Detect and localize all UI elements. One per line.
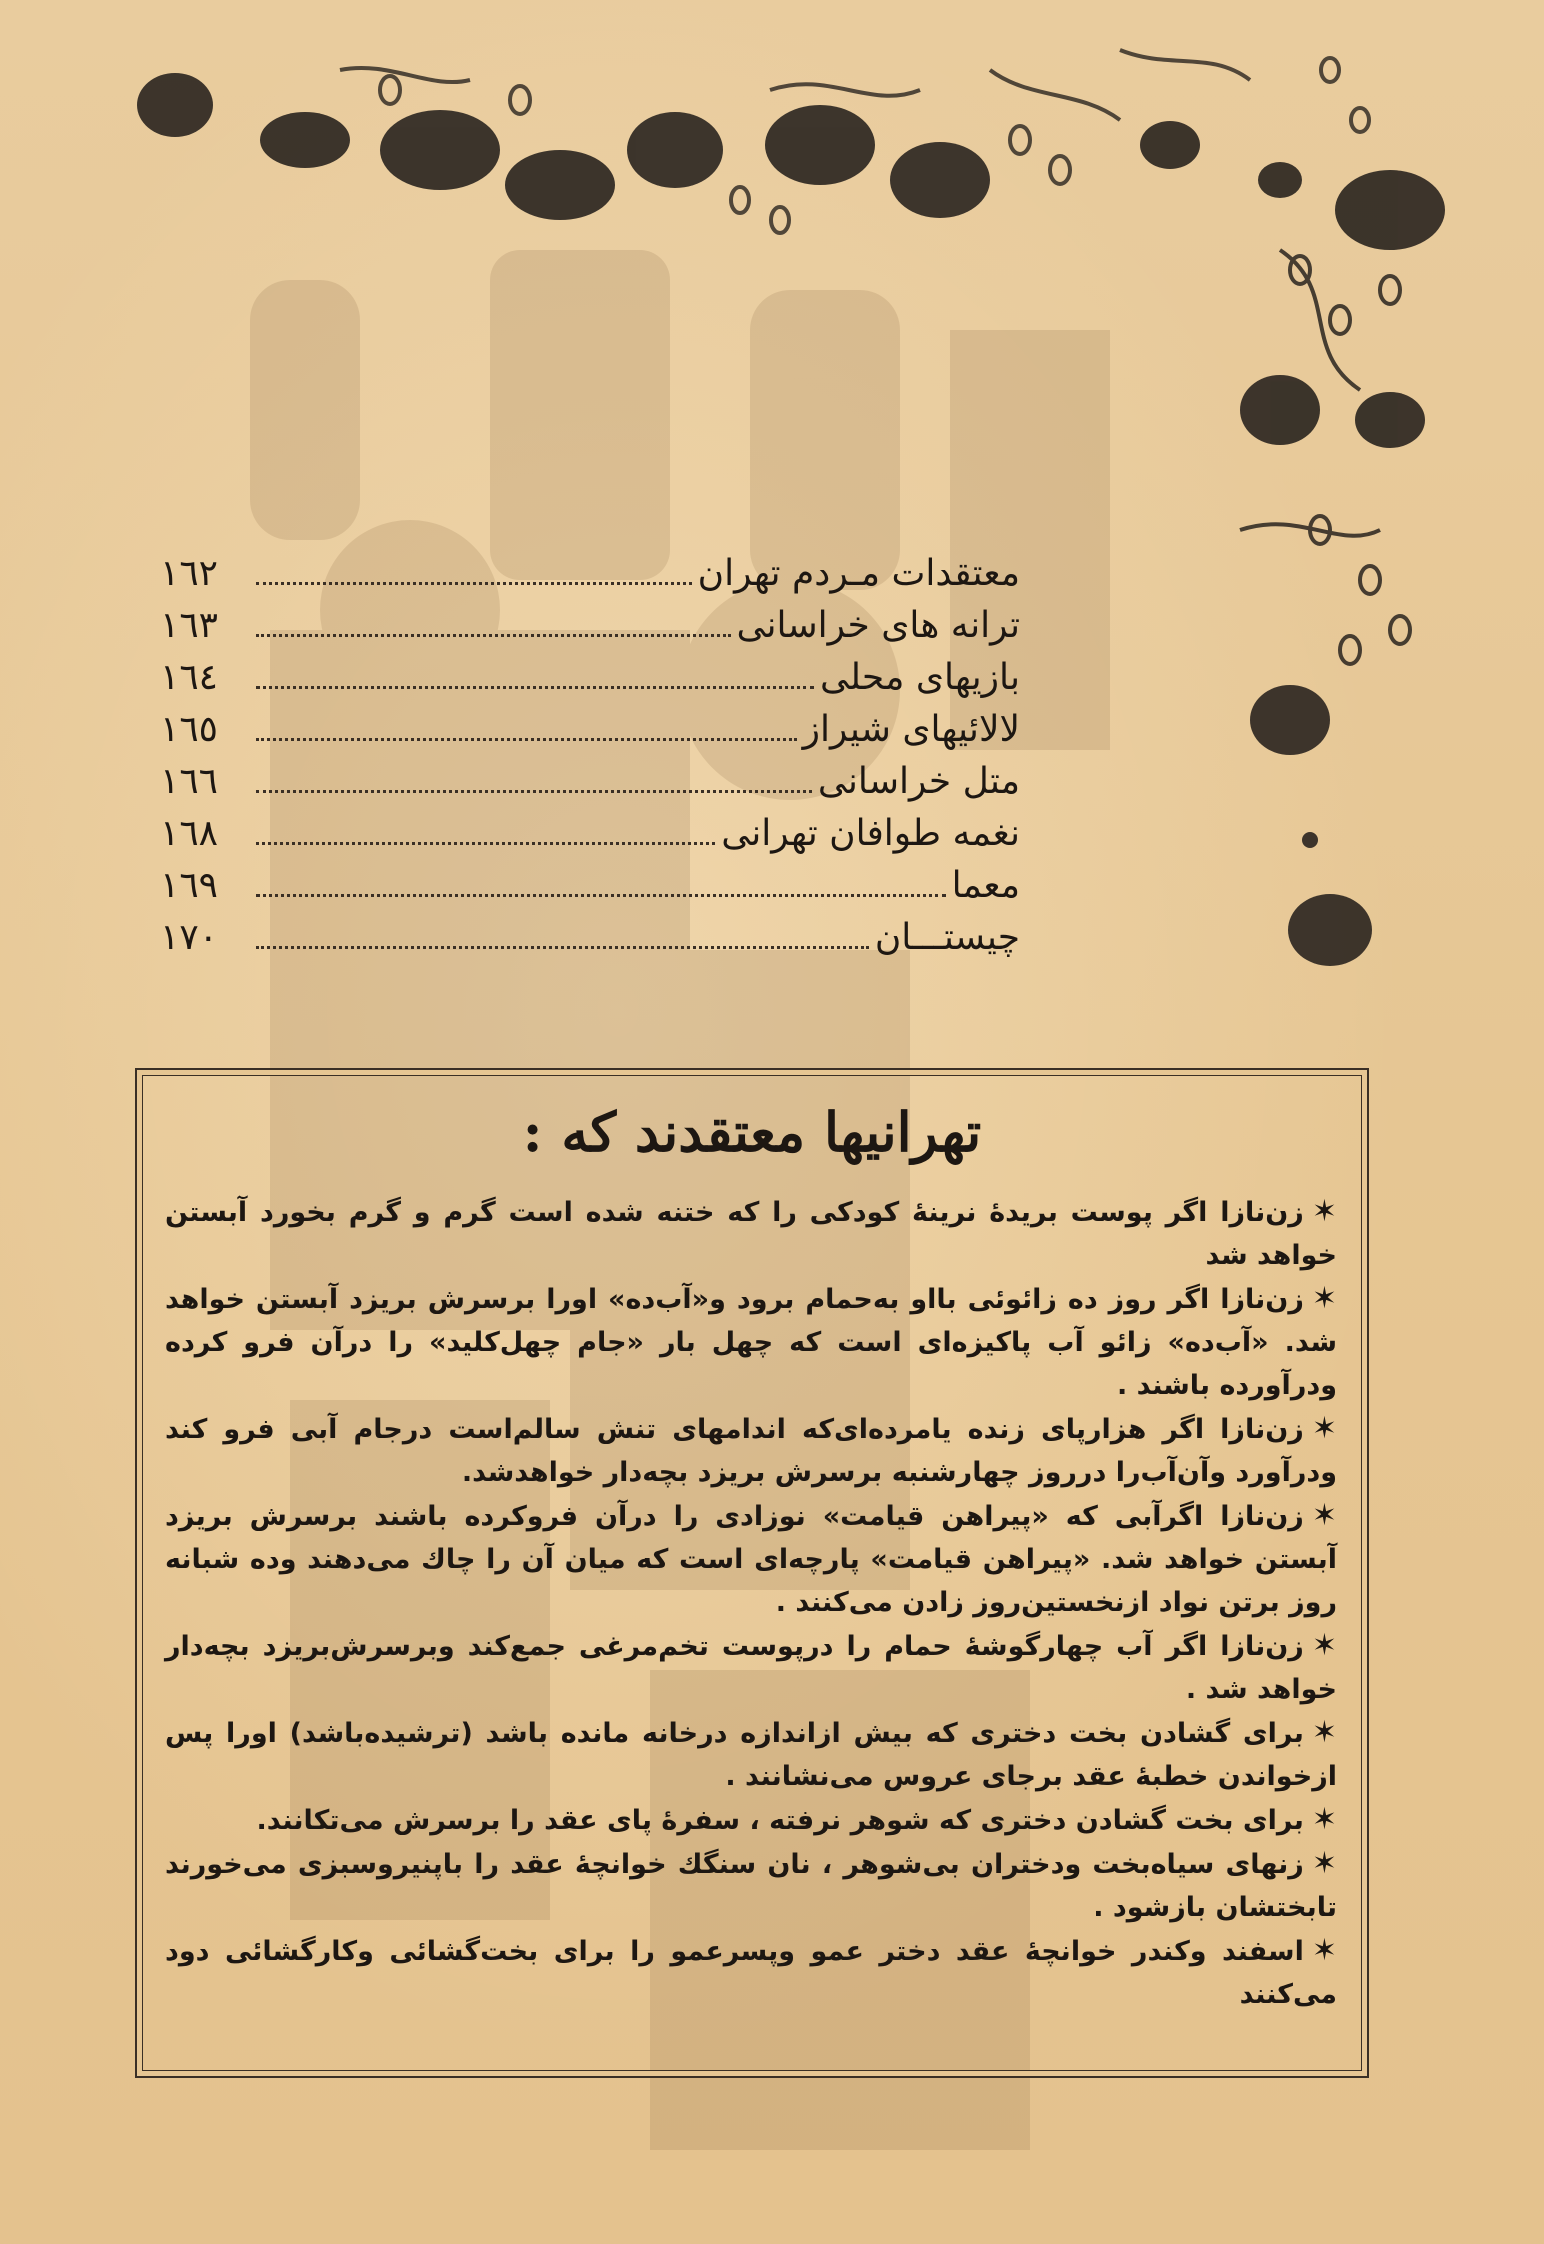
toc-leader-dots bbox=[256, 656, 814, 689]
list-item bbox=[165, 1711, 1337, 1798]
item-text: زن‌نازا اگرآبی که «پیراهن قیامت» نوزادی را درآن فروکرده باشند برسرش بریزد آبستن خواهد شد. «پیراهن قیامت» پارچه‌ای است که میان آن را چاك می‌دهند وده شبانه روز برتن نواد ازنخستین‌روز زادن می‌کنند . bbox=[165, 1501, 1337, 1618]
beliefs-box bbox=[135, 1068, 1369, 2078]
toc-page-number: ١٦٦ bbox=[160, 761, 219, 802]
toc-row[interactable] bbox=[160, 548, 1020, 600]
toc-row[interactable] bbox=[160, 808, 1020, 860]
item-text: زن‌نازا اگر پوست بریدهٔ نرینهٔ کودکی را که ختنه شده است گرم و گرم بخورد آبستن خواهد شد bbox=[165, 1197, 1337, 1271]
item-text: برای گشادن بخت دختری که بیش ازاندازه درخانه مانده باشد (ترشیده‌باشد) اورا پس ازخواندن خطبهٔ عقد برجای عروس می‌نشانند . bbox=[165, 1718, 1337, 1792]
star-bullet-icon: ✶ bbox=[1311, 1933, 1337, 1968]
toc-leader-dots bbox=[256, 552, 692, 585]
toc-row[interactable] bbox=[160, 600, 1020, 652]
toc-page-number: ١٦٢ bbox=[160, 553, 219, 594]
toc-title: معما bbox=[951, 865, 1020, 906]
toc-leader-dots bbox=[256, 760, 812, 793]
toc-row[interactable] bbox=[160, 756, 1020, 808]
toc-title: متل خراسانی bbox=[817, 761, 1020, 802]
star-bullet-icon: ✶ bbox=[1311, 1715, 1337, 1750]
list-item bbox=[165, 1494, 1337, 1624]
item-text: اسفند وکندر خوانچهٔ عقد دختر عمو وپسرعمو را برای بخت‌گشائی وکارگشائی دود می‌کنند bbox=[165, 1936, 1337, 2010]
decorative-title-art bbox=[130, 30, 1480, 260]
decorative-side-vine bbox=[1220, 230, 1460, 1010]
box-title: تهرانیها معتقدند که : bbox=[522, 1100, 982, 1164]
item-text: برای بخت گشادن دختری که شوهر نرفته ، سفرهٔ پای عقد را برسرش می‌تکانند. bbox=[256, 1805, 1304, 1836]
toc-title: ترانه های خراسانی bbox=[736, 605, 1020, 646]
toc-leader-dots bbox=[256, 812, 715, 845]
toc-leader-dots bbox=[256, 864, 946, 897]
list-item bbox=[165, 1407, 1337, 1494]
toc-leader-dots bbox=[256, 916, 869, 949]
toc-page-number: ١٧٠ bbox=[160, 917, 219, 958]
toc-page-number: ١٦٥ bbox=[160, 709, 219, 750]
list-item bbox=[165, 1277, 1337, 1407]
toc-title: نغمه طوافان تهرانی bbox=[721, 813, 1020, 854]
toc-row[interactable] bbox=[160, 912, 1020, 964]
toc-leader-dots bbox=[256, 708, 797, 741]
list-item bbox=[165, 1624, 1337, 1711]
star-bullet-icon: ✶ bbox=[1311, 1802, 1337, 1837]
list-item bbox=[165, 1798, 1337, 1842]
toc-row[interactable] bbox=[160, 704, 1020, 756]
star-bullet-icon: ✶ bbox=[1311, 1628, 1337, 1663]
toc-title: معتقدات مـردم تهران bbox=[697, 553, 1020, 594]
list-item bbox=[165, 1929, 1337, 2016]
star-bullet-icon: ✶ bbox=[1311, 1498, 1337, 1533]
star-bullet-icon: ✶ bbox=[1311, 1846, 1337, 1881]
toc-page-number: ١٦٣ bbox=[160, 605, 219, 646]
star-bullet-icon: ✶ bbox=[1311, 1281, 1337, 1316]
table-of-contents bbox=[160, 548, 1020, 964]
item-text: زن‌نازا اگر هزارپای زنده یامرده‌ای‌که اندامهای تنش سالم‌است درجام آبی فرو کند ودرآورد وآن‌آب‌را درروز چهارشنبه برسرش بریزد بچه‌دار خواهدشد. bbox=[165, 1414, 1337, 1488]
toc-row[interactable] bbox=[160, 860, 1020, 912]
item-text: زن‌نازا اگر روز ده زائوئی بااو به‌حمام برود و«آب‌ده» اورا برسرش بریزد آبستن خواهد شد. «آب‌ده» زائو آب پاکیزه‌ای است که چهل بار «جام چهل‌کلید» را درآن فرو کرده ودرآورده باشند . bbox=[165, 1284, 1337, 1401]
item-text: زنهای سیاه‌بخت ودختران بی‌شوهر ، نان سنگك خوانچهٔ عقد را باپنیروسبزی می‌خورند تابختشان بازشود . bbox=[165, 1849, 1337, 1923]
star-bullet-icon: ✶ bbox=[1311, 1411, 1337, 1446]
toc-page-number: ١٦٨ bbox=[160, 813, 219, 854]
toc-row[interactable] bbox=[160, 652, 1020, 704]
list-item bbox=[165, 1842, 1337, 1929]
toc-leader-dots bbox=[256, 604, 731, 637]
toc-title: چیستـــان bbox=[874, 917, 1020, 958]
toc-page-number: ١٦٤ bbox=[160, 657, 219, 698]
item-text: زن‌نازا اگر آب چهارگوشهٔ حمام را درپوست تخم‌مرغی جمع‌کند وبرسرش‌بریزد بچه‌دار خواهد شد . bbox=[165, 1631, 1337, 1705]
list-item bbox=[165, 1190, 1337, 1277]
beliefs-list bbox=[165, 1190, 1337, 2016]
toc-title: بازیهای محلی bbox=[819, 657, 1020, 698]
toc-title: لالائیهای شیراز bbox=[802, 709, 1020, 750]
toc-page-number: ١٦٩ bbox=[160, 865, 219, 906]
star-bullet-icon: ✶ bbox=[1311, 1194, 1337, 1229]
